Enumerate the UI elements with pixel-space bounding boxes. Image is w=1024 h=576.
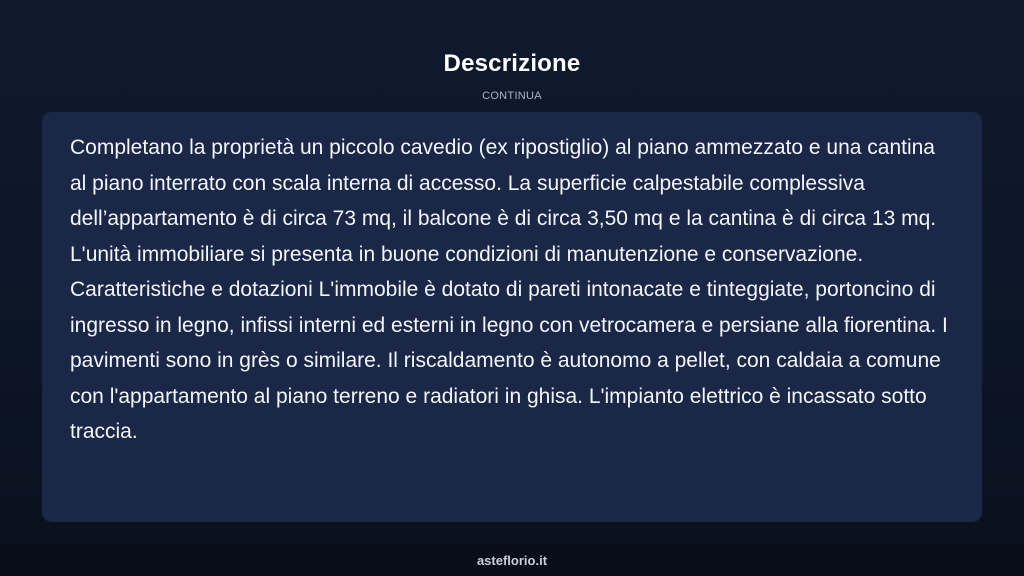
site-name: asteflorio.it [476,553,548,568]
page-title: Descrizione [443,50,581,77]
description-card [42,112,982,522]
footer-bar [0,544,1024,576]
description-text: Completano la proprietà un piccolo cavedio (ex ripostiglio) al piano ammezzato e una cantina al piano interrato con scala interna di accesso. La superficie calpestabile complessiva dell’appartamento è di circa 73 mq, il balcone è di circa 3,50 mq e la cantina è di circa 13 mq. L'unità immobiliare si presenta in buone condizioni di manutenzione e conservazione. Caratteristiche e dotazioni L'immobile è dotato di pareti intonacate e tinteggiate, portoncino di ingresso in legno, infissi interni ed esterni in legno con vetrocamera e persiane alla fiorentina. I pavimenti sono in grès o similare. Il riscaldamento è autonomo a pellet, con caldaia a comune con l'appartamento al piano terreno e radiatori in ghisa. L'impianto elettrico è incassato sotto traccia. [70,136,948,443]
continue-label: CONTINUA [482,90,542,102]
